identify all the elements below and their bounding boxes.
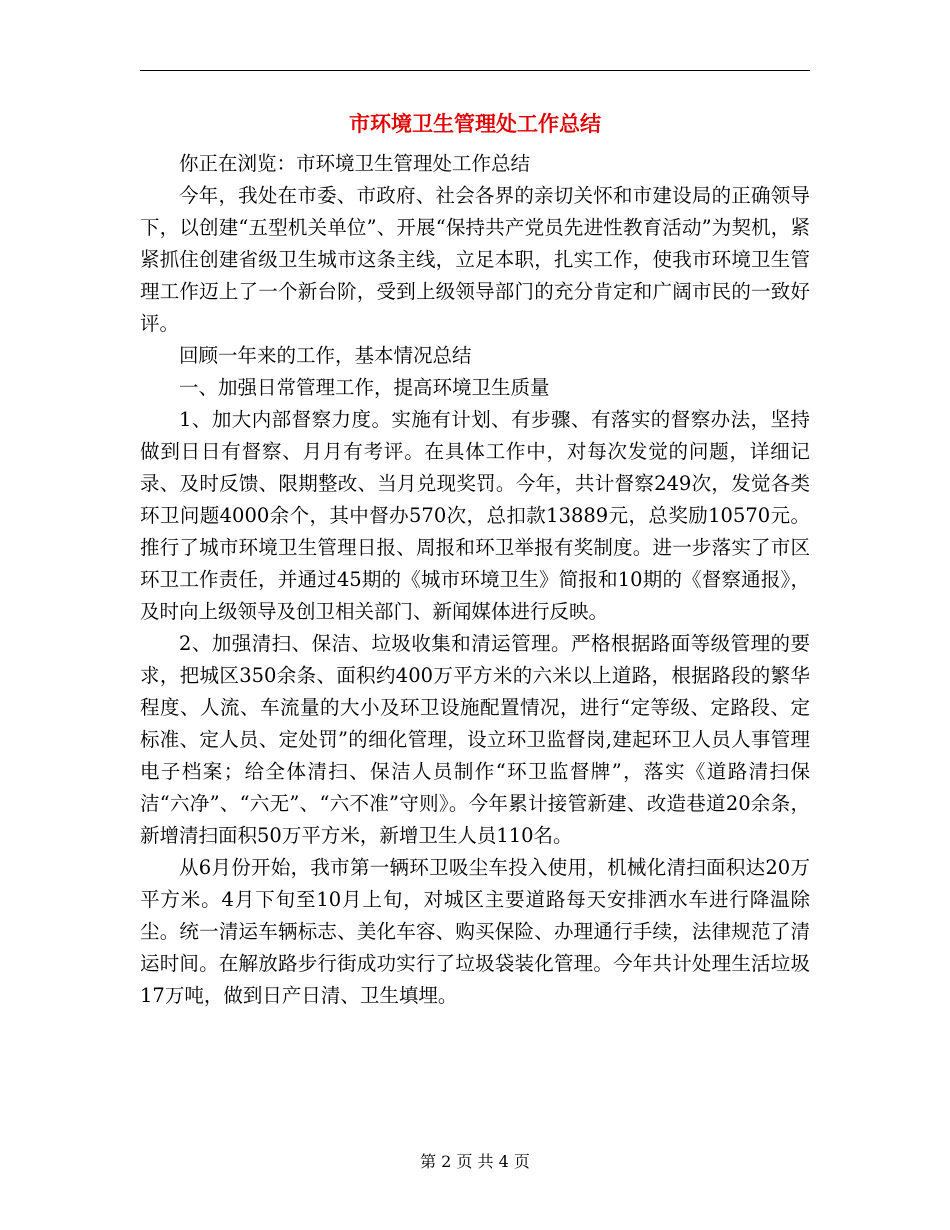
section-heading-1: 一、加强日常管理工作，提高环境卫生质量 — [179, 376, 550, 399]
paragraph-browsing-note: 你正在浏览：市环境卫生管理处工作总结 — [179, 152, 531, 175]
header-rule — [140, 70, 810, 71]
paragraph-intro: 今年，我处在市委、市政府、社会各界的亲切关怀和市建设局的正确领导下，以创建“五型机关单位”、开展“保持共产党员先进性教育活动”为契机，紧紧抓住创建省级卫生城市这条主线，立足本职，扎实工作，使我市环境卫生管理工作迈上了一个新台阶，受到上级领导部门的充分肯定和广阔市民的一致好评。 — [140, 184, 810, 335]
document-body — [140, 148, 810, 1012]
paragraph-item-1: 1、加大内部督察力度。实施有计划、有步骤、有落实的督察办法，坚持做到日日有督察、月月有考评。在具体工作中，对每次发觉的问题，详细记录、及时反馈、限期整改、当月兑现奖罚。今年，共计督察249次，发觉各类环卫问题4000余个，其中督办570次，总扣款13889元，总奖励10570元。推行了城市环境卫生管理日报、周报和环卫举报有奖制度。进一步落实了市区环卫工作责任，并通过45期的《城市环境卫生》简报和10期的《督察通报》，及时向上级领导及创卫相关部门、新闻媒体进行反映。 — [140, 408, 810, 623]
document-title: 市环境卫生管理处工作总结 — [349, 111, 601, 136]
paragraph-item-2: 2、加强清扫、保洁、垃圾收集和清运管理。严格根据路面等级管理的要求，把城区350余条、面积约400万平方米的六米以上道路，根据路段的繁华程度、人流、车流量的大小及环卫设施配置情况，进行“定等级、定路段、定标准、定人员、定处罚”的细化管理，设立环卫监督岗,建起环卫人员人事管理电子档案；给全体清扫、保洁人员制作“环卫监督牌”，落实《道路清扫保洁“六净”、“六无”、“六不准”守则》。今年累计接管新建、改造巷道20余条，新增清扫面积50万平方米，新增卫生人员110名。 — [140, 632, 810, 847]
page-footer: 第 2 页 共 4 页 — [420, 1152, 530, 1171]
paragraph-mechanized-cleaning: 从6月份开始，我市第一辆环卫吸尘车投入使用，机械化清扫面积达20万平方米。4月下旬至10月上旬，对城区主要道路每天安排洒水车进行降温除尘。统一清运车辆标志、美化车容、购买保险、办理通行手续，法律规范了清运时间。在解放路步行街成功实行了垃圾袋装化管理。今年共计处理生活垃圾17万吨，做到日产日清、卫生填埋。 — [140, 856, 810, 1007]
paragraph-review-heading: 回顾一年来的工作，基本情况总结 — [179, 344, 472, 367]
